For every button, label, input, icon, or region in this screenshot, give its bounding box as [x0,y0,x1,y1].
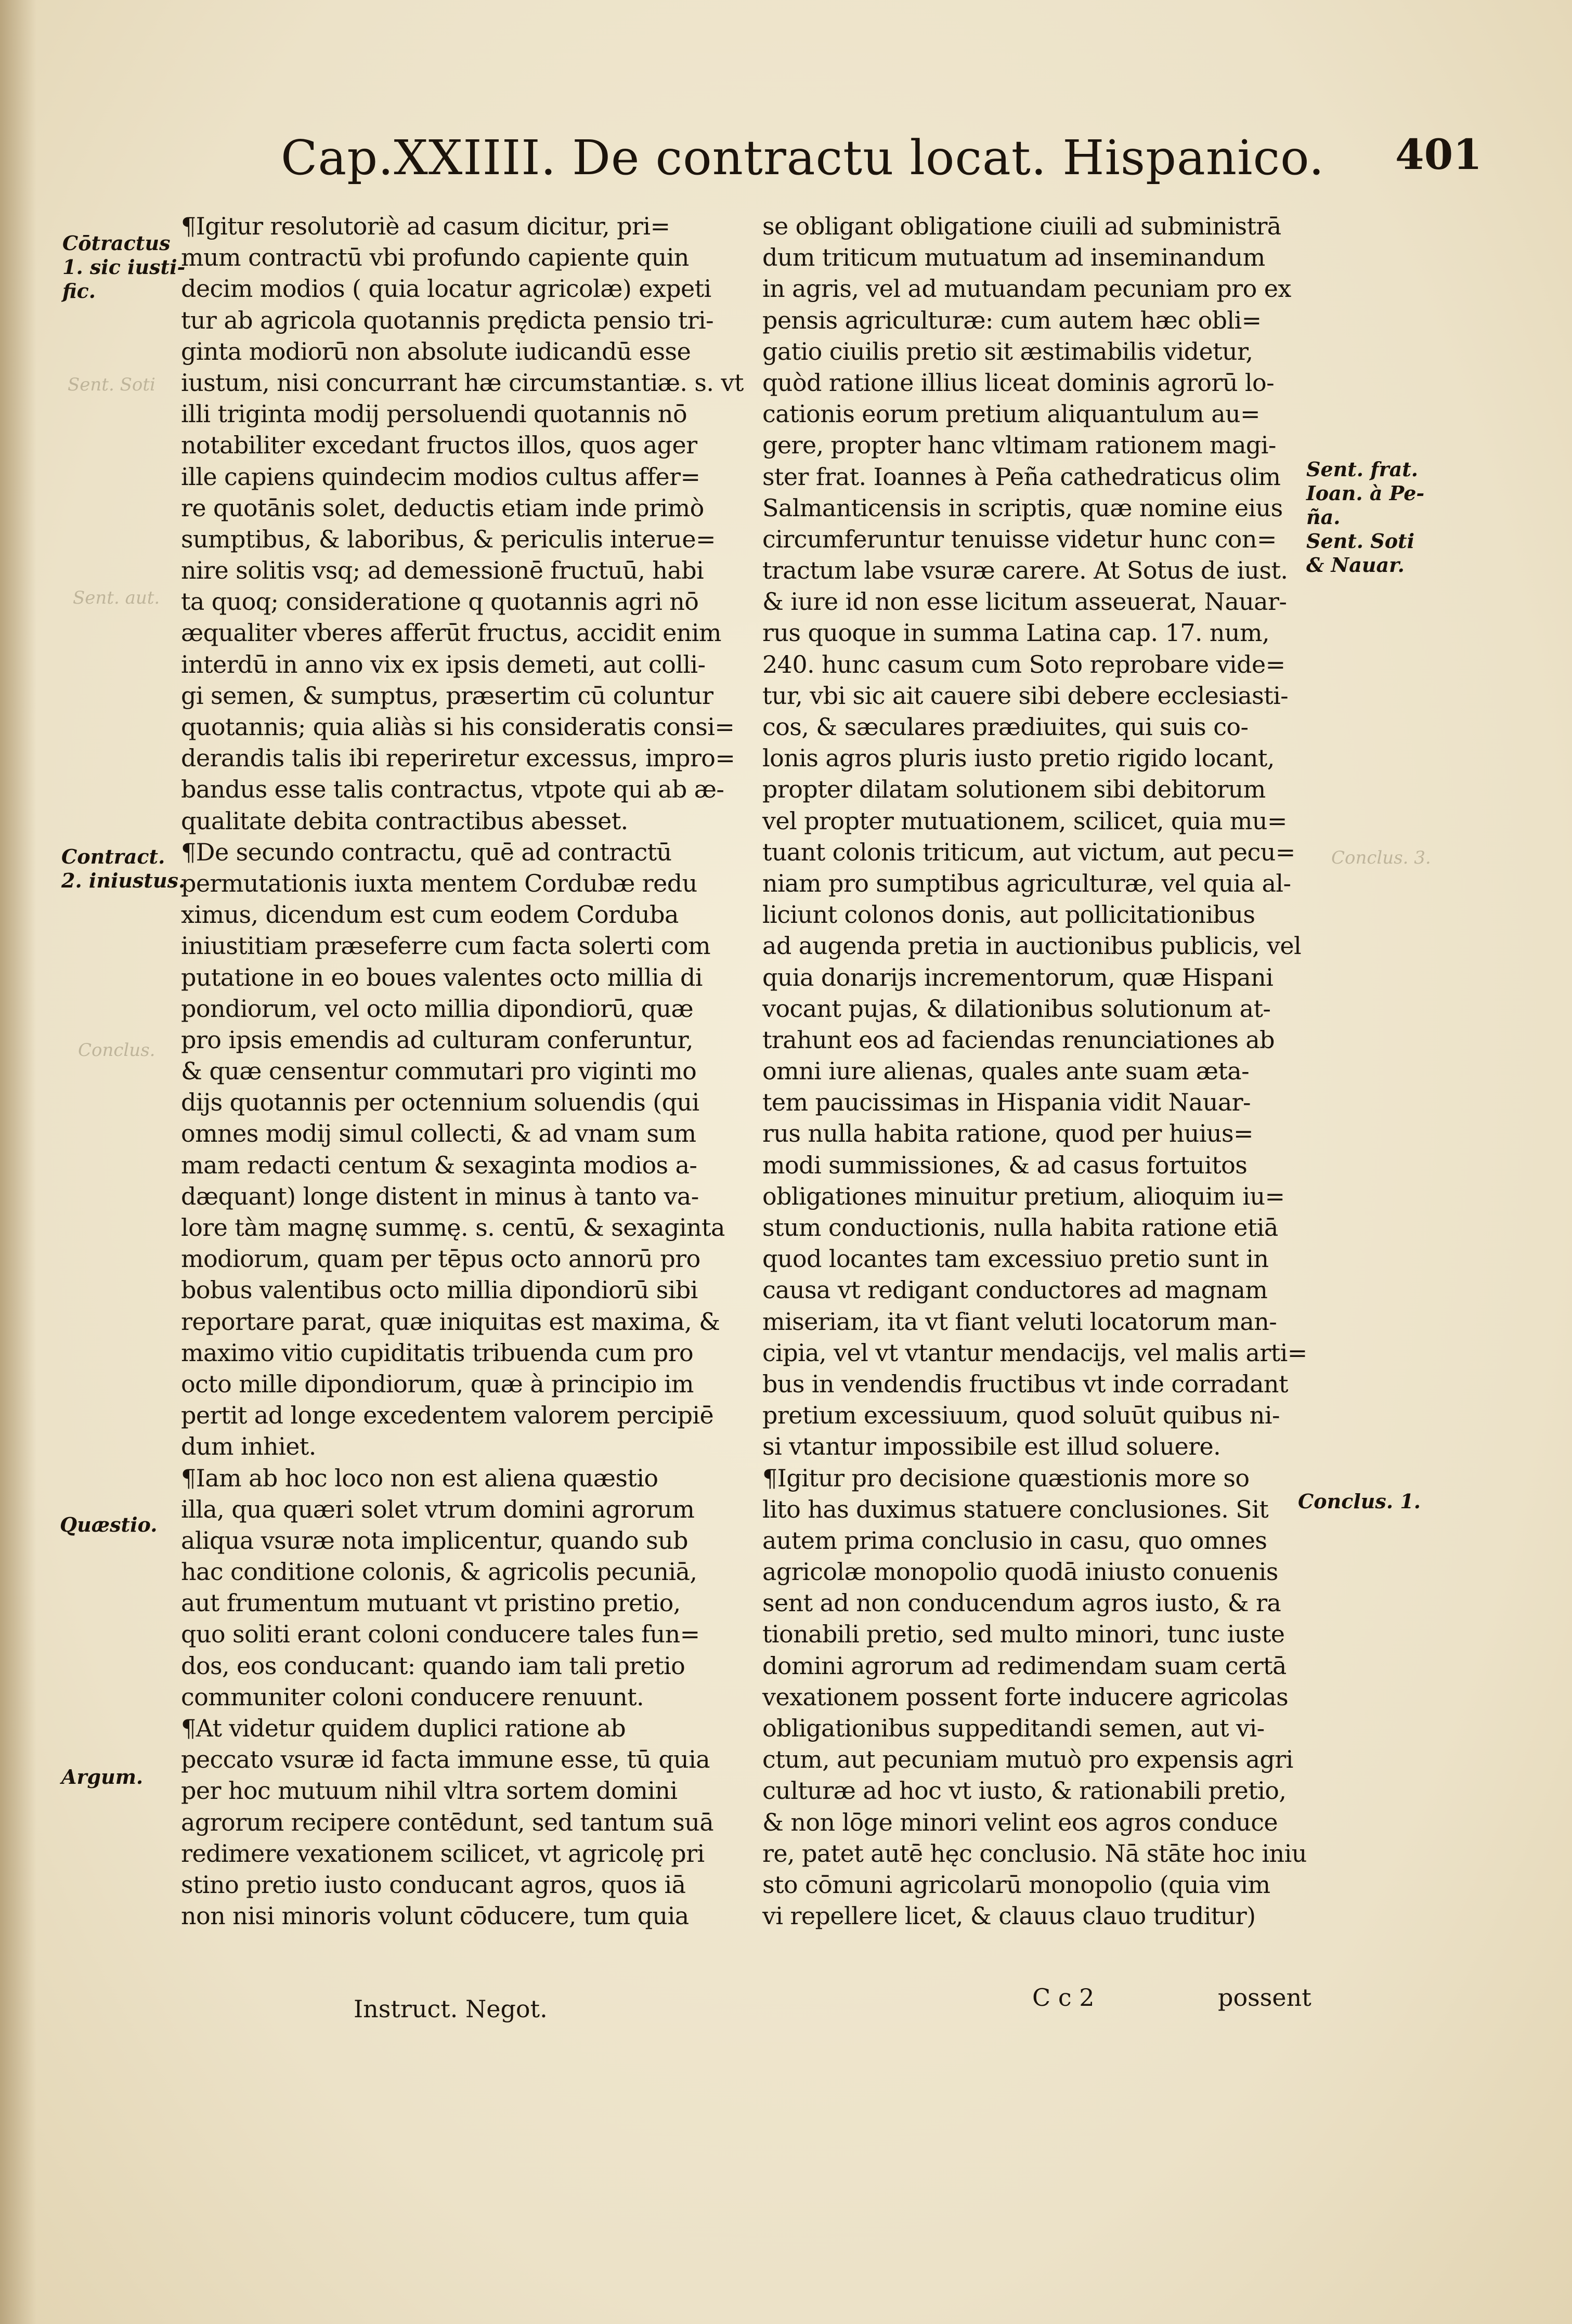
catchword-right: possent [1218,1983,1311,2012]
text-line: vocant pujas, & dilationibus solutionum at- [762,994,1271,1023]
text-line: sumptibus, & laboribus, & periculis interue= [181,525,716,553]
text-line: quotannis; quia aliàs si his consideratis consi= [181,713,735,741]
text-line: & quæ censentur commutari pro viginti mo [181,1057,697,1086]
text-line: mam redacti centum & sexaginta modios a- [181,1151,697,1179]
text-line: iustum, nisi concurrant hæ circumstantiæ. s. vt [181,368,744,397]
show-through-mark: Sent. aut. [73,587,160,608]
text-line: reportare parat, quæ iniquitas est maxima, & [181,1307,720,1336]
text-line: liciunt colonos donis, aut pollicitationibus [762,900,1255,929]
text-line: pertit ad longe excedentem valorem percipiē [181,1401,714,1430]
text-line: ¶At videtur quidem duplici ratione ab [181,1714,626,1742]
marginal-note-sententiae [1306,458,1424,577]
marginal-note-contractus-1 [62,231,185,303]
text-line: aut frumentum mutuant vt pristino pretio, [181,1589,681,1617]
text-line: octo mille dipondiorum, quæ à principio im [181,1369,694,1398]
text-line: dæquant) longe distent in minus à tanto va- [181,1182,699,1210]
catchword-left: Instruct. Negot. [354,1995,548,2023]
marginal-line: Contract. [61,845,165,868]
text-line: ¶Igitur resolutoriè ad casum dicitur, pri= [181,212,670,240]
text-line: tuant colonis triticum, aut victum, aut pecu= [762,838,1295,866]
text-line: cos, & sæculares prædiuites, qui suis co- [762,713,1249,741]
text-line: si vtantur impossibile est illud soluere. [762,1432,1221,1461]
text-line: pensis agriculturæ: cum autem hæc obli= [762,306,1262,334]
text-line: modi summissiones, & ad casus fortuitos [762,1151,1248,1179]
text-line: stino pretio iusto conducant agros, quos iā [181,1870,686,1899]
text-line: modiorum, quam per tēpus octo annorū pro [181,1245,700,1273]
text-line: quia donarijs incrementorum, quæ Hispani [762,963,1274,991]
text-line: tur ab agricola quotannis prędicta pensio tri- [181,306,714,334]
text-line: quod locantes tam excessiuo pretio sunt in [762,1245,1269,1273]
text-line: ¶Igitur pro decisione quæstionis more so [762,1464,1250,1492]
text-line: in agris, vel ad mutuandam pecuniam pro ex [762,275,1291,303]
marginal-note-contractus-2 [61,845,185,893]
gutter-shadow [0,0,36,2324]
text-line: sto cōmuni agricolarū monopolio (quia vim [762,1870,1270,1899]
text-line: vexationem possent forte inducere agricolas [762,1682,1289,1711]
text-line: peccato vsuræ id facta immune esse, tū quia [181,1745,710,1774]
marginal-line: Sent. frat. [1306,458,1419,481]
marginal-line: Conclus. 1. [1298,1490,1421,1513]
text-line: re, patet autē hęc conclusio. Nā stāte hoc iniu [762,1839,1307,1868]
text-line: bandus esse talis contractus, vtpote qui ab æ- [181,775,724,804]
text-line: gere, propter hanc vltimam rationem magi- [762,431,1276,460]
text-line: aliqua vsuræ nota implicentur, quando sub [181,1526,688,1555]
text-line: sent ad non conducendum agros iusto, & ra [762,1589,1281,1617]
text-line: permutationis iuxta mentem Cordubæ redu [181,869,697,897]
text-line: decim modios ( quia locatur agricolæ) expeti [181,275,711,303]
text-line: quòd ratione illius liceat dominis agrorū lo- [762,368,1275,397]
show-through-mark: Sent. Soti [68,374,155,395]
text-line: qualitate debita contractibus abesset. [181,806,628,835]
text-line: & iure id non esse licitum asseuerat, Nauar- [762,587,1287,616]
text-line: nire solitis vsq; ad demessionē fructuū, habi [181,556,704,585]
text-line: dos, eos conducant: quando iam tali pretio [181,1651,685,1680]
marginal-line: & Nauar. [1306,553,1405,577]
text-line: circumferuntur tenuisse videtur hunc con= [762,525,1277,553]
text-line: dijs quotannis per octennium soluendis (qui [181,1088,699,1117]
text-line: pretium excessiuum, quod soluūt quibus ni- [762,1401,1280,1430]
text-line: redimere vexationem scilicet, vt agricolę pri [181,1839,705,1868]
text-line: ctum, aut pecuniam mutuò pro expensis agri [762,1745,1293,1774]
text-line: non nisi minoris volunt cōducere, tum quia [181,1902,689,1930]
page-header [281,130,1482,192]
marginal-line: Quæstio. [60,1513,158,1536]
text-line: ster frat. Ioannes à Peña cathedraticus olim [762,462,1281,491]
text-line: obligationibus suppeditandi semen, aut vi- [762,1714,1265,1742]
text-line: niam pro sumptibus agriculturæ, vel quia al- [762,869,1291,897]
text-line: cipia, vel vt vtantur mendacijs, vel malis arti= [762,1338,1307,1367]
text-line: se obligant obligatione ciuili ad subministrā [762,212,1281,240]
marginal-line: Ioan. à Pe- [1306,481,1425,505]
text-line: Salmanticensis in scriptis, quæ nomine eius [762,493,1283,522]
text-line: maximo vitio cupiditatis tribuenda cum pro [181,1338,694,1367]
marginal-note-argum [61,1765,143,1789]
text-line: omnes modij simul collecti, & ad vnam sum [181,1119,696,1148]
text-line: 240. hunc casum cum Soto reprobare vide= [762,650,1285,678]
text-line: iniustitiam præseferre cum facta solerti com [181,932,711,960]
marginal-note-conclusio [1298,1490,1421,1513]
text-line: gatio ciuilis pretio sit æstimabilis videtur, [762,337,1253,365]
text-line: putatione in eo boues valentes octo millia di [181,963,703,991]
text-line: mum contractū vbi profundo capiente quin [181,243,689,272]
marginal-line: ña. [1306,505,1341,529]
marginal-line: Sent. Soti [1306,529,1415,553]
text-line: tractum labe vsuræ carere. At Sotus de iust. [762,556,1288,585]
text-line: communiter coloni conducere renuunt. [181,1682,644,1711]
text-line: ximus, dicendum est cum eodem Corduba [181,900,679,929]
text-line: ¶Iam ab hoc loco non est aliena quæstio [181,1464,658,1492]
text-line: propter dilatam solutionem sibi debitorum [762,775,1266,804]
text-line: vi repellere licet, & clauus clauo truditur) [762,1902,1256,1930]
text-line: derandis talis ibi reperiretur excessus, impro= [181,744,735,773]
text-line: hac conditione colonis, & agricolis pecuniā, [181,1558,697,1586]
text-line: ta quoq; consideratione q quotannis agri nō [181,587,699,616]
right-column [762,211,1307,1931]
text-line: illa, qua quæri solet vtrum domini agrorum [181,1495,695,1523]
marginal-line: 1. sic iusti- [62,255,186,279]
text-line: illi triginta modij persoluendi quotannis nō [181,400,687,428]
left-column [181,211,744,1931]
text-line: agricolæ monopolio quodā iniusto conuenis [762,1558,1278,1586]
text-line: bus in vendendis fructibus vt inde corradant [762,1369,1288,1398]
text-line: re quotānis solet, deductis etiam inde primò [181,493,704,522]
marginal-line: Cōtractus [62,231,171,255]
text-line: notabiliter excedant fructos illos, quos ager [181,431,697,460]
text-line: lonis agros pluris iusto pretio rigido locant, [762,744,1275,773]
text-line: ginta modiorū non absolute iudicandū esse [181,337,691,365]
text-line: tem paucissimas in Hispania vidit Nauar- [762,1088,1251,1117]
text-line: per hoc mutuum nihil vltra sortem domini [181,1777,678,1805]
marginal-line: 2. iniustus. [61,869,186,892]
text-line: pro ipsis emendis ad culturam conferuntur, [181,1025,693,1054]
text-line: pondiorum, vel octo millia dipondiorū, quæ [181,994,694,1023]
marginal-line: Argum. [61,1765,144,1788]
text-line: bobus valentibus octo millia dipondiorū sibi [181,1276,698,1304]
text-line: cationis eorum pretium aliquantulum au= [762,400,1260,428]
text-line: omni iure alienas, quales ante suam æta- [762,1057,1250,1086]
text-line: & non lōge minori velint eos agros conduce [762,1808,1278,1836]
text-line: rus nulla habita ratione, quod per huius= [762,1119,1253,1148]
page-number: 401 [1395,130,1482,179]
show-through-mark: Conclus. 3. [1331,847,1431,868]
text-line: vel propter mutuationem, scilicet, quia mu= [762,806,1287,835]
text-line: tur, vbi sic ait cauere sibi debere ecclesiasti- [762,681,1289,710]
text-line: obligationes minuitur pretium, alioquim iu= [762,1182,1285,1210]
text-line: dum triticum mutuatum ad inseminandum [762,243,1265,272]
text-line: interdū in anno vix ex ipsis demeti, aut colli- [181,650,706,678]
text-line: causa vt redigant conductores ad magnam [762,1276,1268,1304]
text-line: culturæ ad hoc vt iusto, & rationabili pretio, [762,1777,1287,1805]
text-line: ille capiens quindecim modios cultus affer= [181,462,700,491]
show-through-mark: Conclus. [78,1040,155,1061]
text-line: lore tàm magnę summę. s. centū, & sexaginta [181,1213,725,1242]
text-line: domini agrorum ad redimendam suam certā [762,1651,1287,1680]
text-line: dum inhiet. [181,1432,316,1461]
running-head: Cap.XXIIII. De contractu locat. Hispanico. [281,130,1325,186]
text-line: agrorum recipere contēdunt, sed tantum suā [181,1808,714,1836]
text-line: tionabili pretio, sed multo minori, tunc iuste [762,1620,1285,1649]
text-line: rus quoque in summa Latina cap. 17. num, [762,619,1269,647]
text-line: trahunt eos ad faciendas renunciationes ab [762,1025,1275,1054]
text-line: miseriam, ita vt fiant veluti locatorum man- [762,1307,1277,1336]
text-line: gi semen, & sumptus, præsertim cū coluntur [181,681,713,710]
text-line: æqualiter vberes afferūt fructus, accidit enim [181,619,721,647]
text-line: autem prima conclusio in casu, quo omnes [762,1526,1267,1555]
text-line: lito has duximus statuere conclusiones. Sit [762,1495,1269,1523]
text-line: ad augenda pretia in auctionibus publicis, vel [762,932,1302,960]
marginal-line: fic. [62,279,96,303]
text-line: ¶De secundo contractu, quē ad contractū [181,838,672,866]
text-line: quo soliti erant coloni conducere tales fun= [181,1620,700,1649]
text-line: stum conductionis, nulla habita ratione etiā [762,1213,1278,1242]
signature-mark: C c 2 [1032,1983,1095,2012]
marginal-note-quaestio [60,1513,157,1537]
